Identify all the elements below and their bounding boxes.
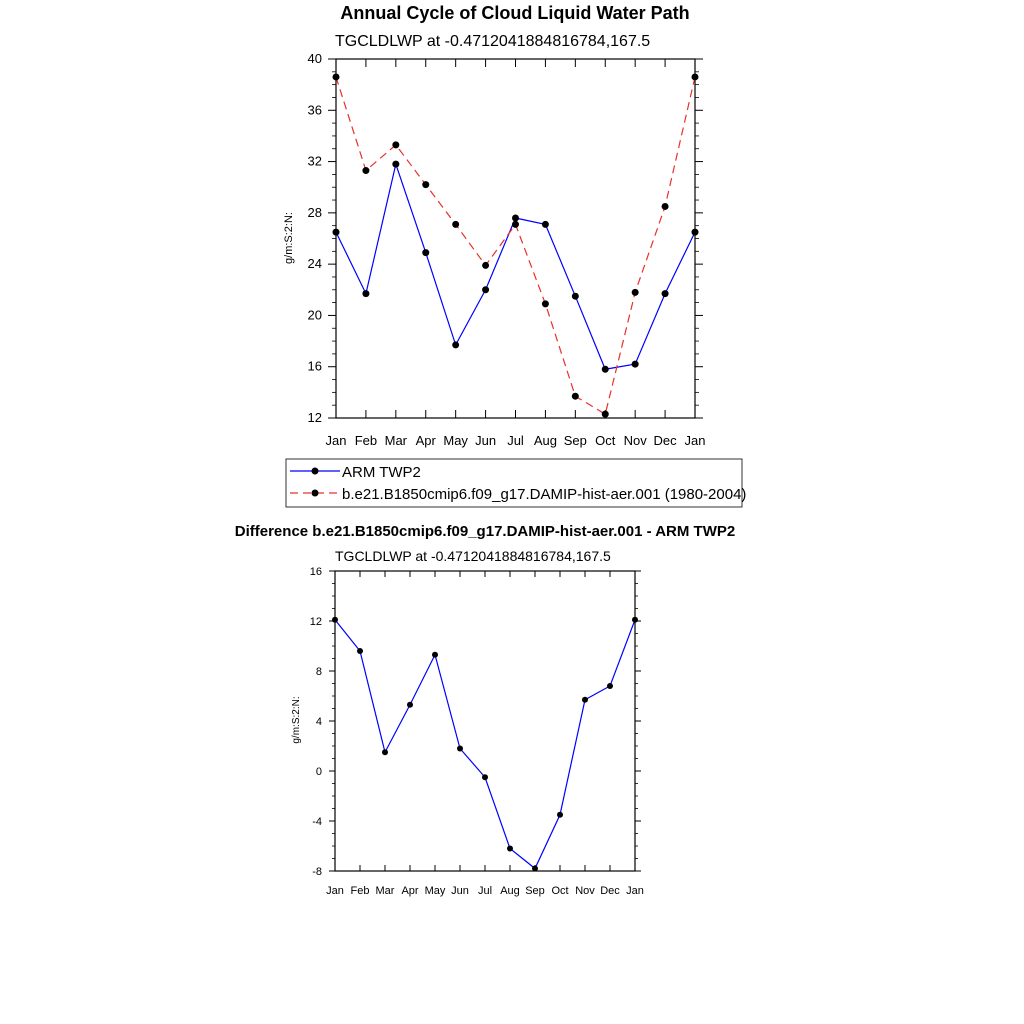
chart1-y-axis-label: g/m:S:2:N: — [283, 212, 295, 264]
c1-series-0-point — [662, 290, 669, 297]
c1-series-0-point — [333, 229, 340, 236]
c2-series-0-point — [582, 697, 588, 703]
chart1-subtitle: TGCLDLWP at -0.4712041884816784,167.5 — [335, 33, 651, 50]
c1-series-1-line — [336, 77, 695, 414]
chart2-subtitle: TGCLDLWP at -0.4712041884816784,167.5 — [335, 548, 611, 564]
x-tick-label: Oct — [551, 885, 569, 897]
c1-series-1-point — [422, 181, 429, 188]
c2-series-0-point — [607, 683, 613, 689]
x-tick-label: Apr — [415, 433, 436, 448]
c2-series-0-point — [382, 749, 388, 755]
chart2-plot-frame — [335, 571, 635, 871]
c1-series-0-point — [482, 286, 489, 293]
c2-series-0-point — [357, 648, 363, 654]
x-tick-label: Jun — [451, 885, 469, 897]
x-tick-label: Mar — [375, 885, 395, 897]
x-tick-label: Jan — [326, 885, 344, 897]
y-tick-label: 32 — [307, 153, 322, 169]
x-tick-label: Sep — [563, 433, 587, 448]
x-tick-label: Oct — [595, 433, 616, 448]
x-tick-label: Nov — [575, 885, 595, 897]
x-tick-label: Jul — [507, 433, 524, 448]
c2-series-0-point — [632, 617, 638, 623]
c2-series-0-point — [507, 846, 513, 852]
chart2-y-axis-label: g/m:S:2:N: — [291, 696, 302, 744]
x-tick-label: Aug — [500, 885, 520, 897]
y-tick-label: 40 — [307, 51, 322, 66]
x-tick-label: Feb — [354, 433, 378, 448]
legend-marker-model — [312, 490, 319, 497]
c2-series-0-point — [407, 702, 413, 708]
x-tick-label: Apr — [401, 885, 419, 897]
c1-series-1-point — [602, 411, 609, 418]
y-tick-label: 12 — [309, 616, 322, 628]
c1-series-0-point — [362, 290, 369, 297]
c1-series-0-point — [632, 361, 639, 368]
y-tick-label: 36 — [307, 102, 322, 118]
x-tick-label: Jun — [475, 433, 497, 448]
c1-series-0-point — [512, 214, 519, 221]
chart1-plot-frame — [336, 59, 695, 418]
c1-series-1-point — [362, 167, 369, 174]
annual-cycle-chart — [283, 3, 705, 448]
c1-series-0-line — [336, 164, 695, 369]
x-tick-label: Nov — [623, 433, 647, 448]
x-tick-label: Mar — [384, 433, 408, 448]
c1-series-0-point — [392, 161, 399, 168]
c2-series-0-point — [557, 812, 563, 818]
chart1-title: Annual Cycle of Cloud Liquid Water Path — [340, 3, 690, 23]
c2-series-0-point — [432, 652, 438, 658]
y-tick-label: 12 — [307, 410, 322, 425]
x-tick-label: Dec — [600, 885, 620, 897]
c1-series-0-point — [572, 293, 579, 300]
c1-series-1-point — [572, 393, 579, 400]
y-tick-label: 16 — [307, 358, 322, 374]
c1-series-0-point — [602, 366, 609, 373]
c1-series-1-point — [392, 141, 399, 148]
legend-marker-arm — [312, 468, 319, 475]
c1-series-1-point — [333, 73, 340, 80]
c1-series-0-point — [692, 229, 699, 236]
c2-series-0-point — [532, 866, 538, 872]
y-tick-label: 16 — [309, 566, 322, 578]
x-tick-label: May — [424, 885, 446, 897]
x-tick-label: Jan — [325, 433, 347, 448]
x-tick-label: Dec — [653, 433, 677, 448]
c1-series-1-point — [542, 300, 549, 307]
c2-series-0-point — [482, 774, 488, 780]
y-tick-label: 28 — [307, 204, 322, 220]
y-tick-label: -4 — [312, 816, 322, 828]
chart1-legend — [286, 459, 746, 507]
c2-series-0-point — [457, 746, 463, 752]
c1-series-0-point — [422, 249, 429, 256]
c2-series-0-line — [335, 620, 635, 869]
c1-series-1-point — [512, 221, 519, 228]
c1-series-0-point — [542, 221, 549, 228]
y-tick-label: 0 — [315, 766, 322, 778]
x-tick-label: Aug — [533, 433, 557, 448]
chart2-title: Difference b.e21.B1850cmip6.f09_g17.DAMIP-hist-aer.001 - ARM TWP2 — [234, 523, 736, 540]
c1-series-1-point — [692, 73, 699, 80]
x-tick-label: Feb — [350, 885, 370, 897]
x-tick-label: May — [443, 433, 468, 448]
y-tick-label: 20 — [307, 307, 322, 323]
y-tick-label: 8 — [315, 666, 322, 678]
c2-series-0-point — [332, 617, 338, 623]
y-tick-label: 4 — [315, 716, 322, 728]
legend-label-arm: ARM TWP2 — [342, 464, 421, 481]
y-tick-label: -8 — [312, 866, 322, 878]
x-tick-label: Jul — [477, 885, 493, 897]
c1-series-1-point — [482, 262, 489, 269]
c1-series-1-point — [452, 221, 459, 228]
legend-label-model: b.e21.B1850cmip6.f09_g17.DAMIP-hist-aer.001 (1980-2004) — [342, 486, 747, 503]
x-tick-label: Sep — [525, 885, 545, 897]
c1-series-1-point — [662, 203, 669, 210]
c1-series-1-point — [632, 289, 639, 296]
y-tick-label: 24 — [307, 256, 322, 272]
difference-chart — [235, 523, 735, 897]
c1-series-0-point — [452, 341, 459, 348]
x-tick-label: Jan — [626, 885, 644, 897]
x-tick-label: Jan — [684, 433, 706, 448]
